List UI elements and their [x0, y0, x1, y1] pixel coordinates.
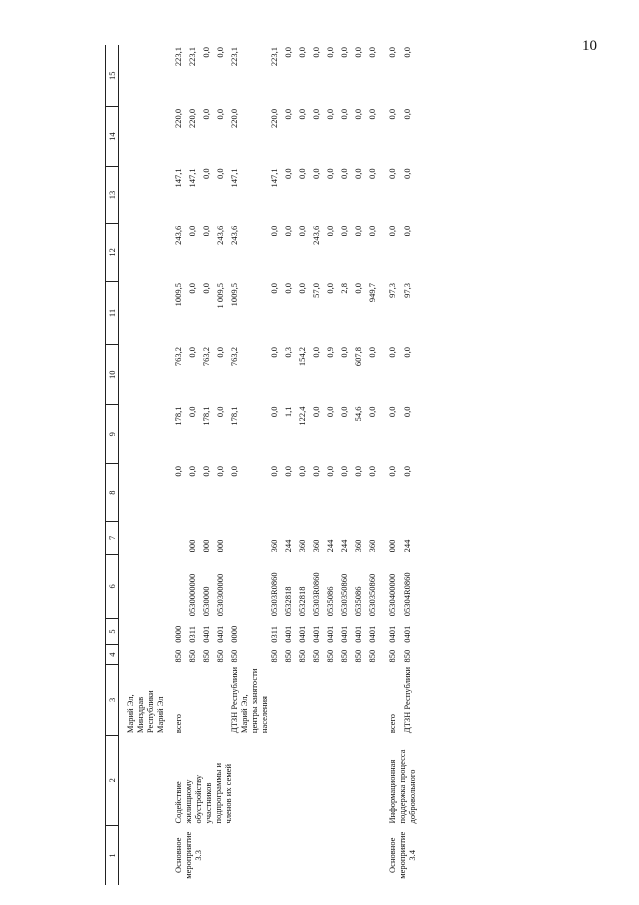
cell-c12: 243,6 — [215, 225, 225, 245]
cell-c9: 0,0 — [402, 406, 412, 418]
cell-c4: 850 — [367, 649, 377, 663]
cell-c15: 223,1 — [173, 47, 183, 67]
cell-c15: 0,0 — [387, 47, 397, 58]
cell-c3: ДТЗН Республики — [402, 666, 412, 734]
cell-c6: 0535086 — [353, 586, 363, 617]
cell-c14: 220,0 — [173, 108, 183, 128]
cell-c10: 0,3 — [283, 346, 293, 358]
cell-c5: 0401 — [297, 625, 307, 643]
cell-c5: 0401 — [215, 625, 225, 643]
cell-c7: 360 — [353, 539, 363, 553]
cell-c5: 0401 — [325, 625, 335, 643]
cell-c13: 0,0 — [353, 168, 363, 180]
cell-c7 — [229, 521, 269, 554]
table-row — [387, 45, 402, 885]
page-number: 10 — [582, 38, 597, 54]
cell-c15: 0,0 — [297, 47, 307, 58]
cell-c12: 0,0 — [387, 225, 397, 237]
cell-c3 — [297, 665, 311, 736]
cell-c11: 0,0 — [325, 283, 335, 294]
cell-c11: 0,0 — [201, 283, 211, 294]
cell-c15: 223,1 — [229, 47, 239, 67]
header-cell: 5 — [106, 618, 119, 644]
cell-c10: 0,0 — [215, 346, 225, 358]
cell-c12: 0,0 — [402, 225, 412, 237]
cell-c7: 000 — [187, 539, 197, 553]
cell-c15: 223,1 — [187, 47, 197, 67]
cell-c5: 0000 — [229, 625, 239, 643]
cell-c8: 0,0 — [339, 465, 349, 477]
cell-c3 — [187, 665, 201, 736]
cell-c15: 0,0 — [215, 47, 225, 58]
header-cell: 2 — [106, 735, 119, 825]
cell-c11: 1009,5 — [229, 283, 239, 307]
cell-c12: 243,6 — [173, 225, 183, 245]
cell-c15: 223,1 — [269, 47, 279, 67]
cell-c15: 0,0 — [353, 47, 363, 58]
header-cell: 1 — [106, 825, 119, 885]
cell-c13: 147,1 — [187, 168, 197, 188]
cell-c6: 0530300000 — [215, 573, 225, 617]
cell-c5: 0401 — [402, 625, 412, 643]
cell-c4: 850 — [283, 649, 293, 663]
cell-c12: 0,0 — [353, 225, 363, 237]
cell-c12: 243,6 — [311, 225, 321, 245]
cell-c7: 360 — [269, 539, 279, 553]
measure-title: Содействие жилищному обустройству участников подпрограммы и членов их семей — [173, 762, 233, 824]
cell-c11: 0,0 — [353, 283, 363, 294]
header-cell: 12 — [106, 224, 119, 281]
cell-c13: 0,0 — [339, 168, 349, 180]
header-cell: 6 — [106, 554, 119, 618]
cell-c7: 360 — [297, 539, 307, 553]
cell-c10: 0,0 — [387, 346, 397, 358]
cell-c13: 0,0 — [402, 168, 412, 180]
cell-c6: 05303R0860 — [269, 572, 279, 617]
cell-c4: 850 — [353, 649, 363, 663]
cell-c14: 0,0 — [311, 108, 321, 120]
cell-c14: 0,0 — [353, 108, 363, 120]
cell-c4: 850 — [187, 649, 197, 663]
cell-c10: 0,0 — [187, 346, 197, 358]
cell-c13: 0,0 — [325, 168, 335, 180]
cell-c13: 0,0 — [311, 168, 321, 180]
header-cell: 14 — [106, 107, 119, 167]
cell-c4: 850 — [402, 649, 412, 663]
cell-c8: 0,0 — [367, 465, 377, 477]
cell-c9: 178,1 — [201, 406, 211, 426]
cell-c3 — [269, 665, 283, 736]
cell-c4: 850 — [325, 649, 335, 663]
cell-c14: 220,0 — [269, 108, 279, 128]
cell-c10: 0,0 — [402, 346, 412, 358]
cell-c10: 0,0 — [367, 346, 377, 358]
cell-c13: 0,0 — [297, 168, 307, 180]
cell-c9: 0,0 — [325, 406, 335, 418]
cell-c8: 0,0 — [173, 465, 183, 477]
cell-c8: 0,0 — [402, 465, 412, 477]
cell-c9: 0,0 — [311, 406, 321, 418]
cell-c14: 0,0 — [339, 108, 349, 120]
cell-c8: 0,0 — [325, 465, 335, 477]
cell-c9: 0,0 — [339, 406, 349, 418]
cell-c7: 244 — [283, 539, 293, 553]
cell-c6: 0532818 — [283, 586, 293, 617]
cell-c9: 0,0 — [387, 406, 397, 418]
cell-c6: 0535086 — [325, 586, 335, 617]
cell-c8: 0,0 — [201, 465, 211, 477]
cell-c14: 220,0 — [229, 108, 239, 128]
header-cell: 9 — [106, 404, 119, 464]
cell-c11: 2,8 — [339, 283, 349, 294]
cell-c4: 850 — [387, 649, 397, 663]
cell-c12: 0,0 — [269, 225, 279, 237]
cell-c6: 05303R0860 — [311, 572, 321, 617]
cell-c15: 0,0 — [283, 47, 293, 58]
cell-c9: 0,0 — [269, 406, 279, 418]
measure-title: Информационная поддержка процесса добровольного — [387, 749, 417, 824]
cell-c4: 850 — [229, 649, 239, 663]
cell-c11: 0,0 — [283, 283, 293, 294]
cell-c12: 0,0 — [297, 225, 307, 237]
cell-c14: 0,0 — [297, 108, 307, 120]
cell-c6: 05304R0860 — [402, 572, 412, 617]
cell-c4: 850 — [201, 649, 211, 663]
cell-c7: 000 — [215, 539, 225, 553]
cell-c14: 0,0 — [201, 108, 211, 120]
cell-c6 — [229, 554, 269, 618]
cell-c11: 1009,5 — [173, 283, 183, 307]
cell-c3 — [367, 665, 381, 736]
cell-c12: 243,6 — [229, 225, 239, 245]
cell-c9: 178,1 — [173, 406, 183, 426]
cell-c5: 0401 — [353, 625, 363, 643]
cell-c8: 0,0 — [283, 465, 293, 477]
cell-c14: 220,0 — [187, 108, 197, 128]
cell-c10: 607,8 — [353, 346, 363, 367]
cell-c5: 0401 — [311, 625, 321, 643]
cell-c13: 147,1 — [229, 168, 239, 188]
cell-c11: 57,0 — [311, 283, 321, 298]
header-cell: 13 — [106, 166, 119, 223]
cell-c6: 0530000 — [201, 586, 211, 617]
cell-c7: 244 — [325, 539, 335, 553]
cell-c13: 0,0 — [283, 168, 293, 180]
cell-c5: 0401 — [387, 625, 397, 643]
cell-c4: 850 — [269, 649, 279, 663]
cell-c8: 0,0 — [229, 465, 239, 477]
cell-c14: 0,0 — [215, 108, 225, 120]
cell-c11: 0,0 — [187, 283, 197, 294]
cell-c14: 0,0 — [402, 108, 412, 120]
cell-c4: 850 — [297, 649, 307, 663]
cell-c10: 0,9 — [325, 346, 335, 358]
cell-c5: 0401 — [339, 625, 349, 643]
cell-c3: всего — [387, 713, 397, 734]
cell-c8: 0,0 — [215, 465, 225, 477]
cell-c5: 0000 — [173, 625, 183, 643]
budget-table — [105, 45, 417, 885]
cell-c3 — [201, 665, 215, 736]
cell-c11: 0,0 — [297, 283, 307, 294]
cell-c4: 850 — [339, 649, 349, 663]
cell-c3: ДТЗН Республики Марий Эл, центры занятости населения — [229, 666, 269, 734]
cell-c13: 0,0 — [201, 168, 211, 180]
cell-c15: 0,0 — [201, 47, 211, 58]
responsible-continuation: Марий Эл, Минздрав Республики Марий Эл — [125, 690, 165, 734]
cell-c8: 0,0 — [297, 465, 307, 477]
cell-c10: 0,0 — [311, 346, 321, 358]
cell-c9: 122,4 — [297, 406, 307, 426]
cell-c5: 0401 — [201, 625, 211, 643]
cell-c11: 97,3 — [402, 283, 412, 298]
cell-c9: 54,6 — [353, 406, 363, 422]
cell-c3 — [215, 665, 229, 736]
cell-c6: 0530000000 — [187, 573, 197, 617]
cell-c3 — [353, 665, 367, 736]
header-cell: 10 — [106, 345, 119, 405]
cell-c15: 0,0 — [325, 47, 335, 58]
header-cell: 8 — [106, 464, 119, 521]
cell-c13: 147,1 — [173, 168, 183, 188]
cell-c7 — [173, 521, 187, 554]
cell-c10: 0,0 — [269, 346, 279, 358]
cell-c3 — [339, 665, 353, 736]
cell-c9: 0,0 — [215, 406, 225, 418]
cell-c3 — [311, 665, 325, 736]
cell-c14: 0,0 — [283, 108, 293, 120]
cell-c14: 0,0 — [367, 108, 377, 120]
cell-c11: 1 009,5 — [215, 283, 225, 309]
cell-c6 — [173, 554, 187, 618]
column-number-header — [106, 45, 119, 885]
header-cell: 15 — [106, 45, 119, 107]
header-cell: 7 — [106, 521, 119, 554]
cell-c15: 0,0 — [311, 47, 321, 58]
cell-c8: 0,0 — [311, 465, 321, 477]
cell-c7: 244 — [339, 539, 349, 553]
cell-c10: 763,2 — [173, 346, 183, 367]
cell-c9: 0,0 — [367, 406, 377, 418]
measure-id: Основное мероприятие 3.3 — [173, 831, 203, 879]
cell-c15: 0,0 — [367, 47, 377, 58]
cell-c7: 244 — [402, 539, 412, 553]
cell-c6: 0532818 — [297, 586, 307, 617]
cell-c15: 0,0 — [339, 47, 349, 58]
cell-c7: 360 — [311, 539, 321, 553]
cell-c7: 360 — [367, 539, 377, 553]
cell-c6: 0530350860 — [339, 573, 349, 617]
cell-c5: 0311 — [269, 626, 279, 643]
cell-c12: 0,0 — [367, 225, 377, 237]
cell-c10: 763,2 — [229, 346, 239, 367]
continuation-row — [119, 45, 174, 885]
cell-c12: 0,0 — [339, 225, 349, 237]
cell-c14: 0,0 — [387, 108, 397, 120]
measure-id: Основное мероприятие 3.4 — [387, 831, 417, 879]
cell-c12: 0,0 — [201, 225, 211, 237]
cell-c13: 0,0 — [367, 168, 377, 180]
cell-c8: 0,0 — [187, 465, 197, 477]
cell-c12: 0,0 — [283, 225, 293, 237]
cell-c9: 178,1 — [229, 406, 239, 426]
header-cell: 3 — [106, 665, 119, 736]
table-row — [173, 45, 187, 885]
cell-c14: 0,0 — [325, 108, 335, 120]
cell-c10: 154,2 — [297, 346, 307, 367]
cell-c7: 000 — [387, 539, 397, 553]
cell-c9: 1,1 — [283, 406, 293, 418]
cell-c13: 147,1 — [269, 168, 279, 188]
cell-c5: 0401 — [283, 625, 293, 643]
cell-c8: 0,0 — [353, 465, 363, 477]
cell-c12: 0,0 — [187, 225, 197, 237]
cell-c3 — [325, 665, 339, 736]
cell-c3: всего — [173, 713, 183, 734]
header-cell: 11 — [106, 281, 119, 345]
header-cell: 4 — [106, 645, 119, 665]
cell-c13: 0,0 — [215, 168, 225, 180]
cell-c12: 0,0 — [325, 225, 335, 237]
cell-c9: 0,0 — [187, 406, 197, 418]
cell-c4: 850 — [311, 649, 321, 663]
cell-c11: 0,0 — [269, 283, 279, 294]
cell-c7: 000 — [201, 539, 211, 553]
cell-c6: 0530350860 — [367, 573, 377, 617]
cell-c4: 850 — [173, 649, 183, 663]
cell-c10: 763,2 — [201, 346, 211, 367]
cell-c8: 0,0 — [269, 465, 279, 477]
cell-c15: 0,0 — [402, 47, 412, 58]
cell-c6: 0530400000 — [387, 573, 397, 617]
cell-c13: 0,0 — [387, 168, 397, 180]
cell-c11: 949,7 — [367, 283, 377, 303]
cell-c5: 0311 — [187, 626, 197, 643]
cell-c8: 0,0 — [387, 465, 397, 477]
cell-c11: 97,3 — [387, 283, 397, 298]
rotated-table-sheet — [105, 40, 620, 885]
cell-c3 — [283, 665, 297, 736]
cell-c4: 850 — [215, 649, 225, 663]
cell-c10: 0,0 — [339, 346, 349, 358]
cell-c5: 0401 — [367, 625, 377, 643]
